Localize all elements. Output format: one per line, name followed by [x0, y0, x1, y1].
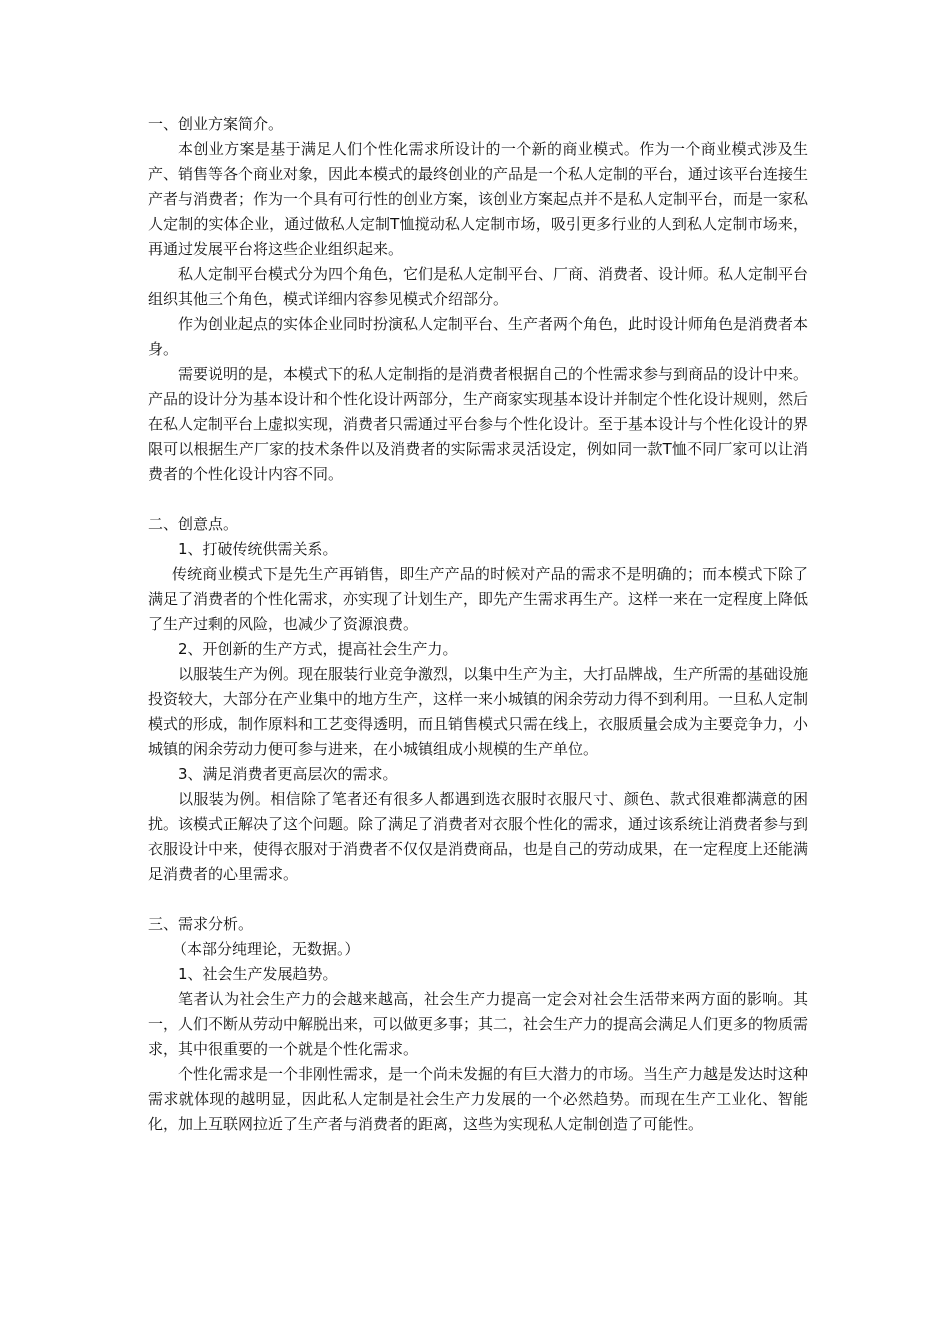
- point-title: 1、社会生产发展趋势。: [178, 965, 338, 983]
- paragraph: 笔者认为社会生产力的会越来越高，社会生产力提高一定会对社会生活带来两方面的影响。其一，人们不断从劳动中解脱出来，可以做更多事；其二，社会生产力的提高会满足人们更多的物质需求，其中很重要的一个就是个性化需求。: [148, 990, 809, 1058]
- paragraph: 本创业方案是基于满足人们个性化需求所设计的一个新的商业模式。作为一个商业模式涉及生产、销售等各个商业对象，因此本模式的最终创业的产品是一个私人定制的平台，通过该平台连接生产者与消费者；作为一个具有可行性的创业方案，该创业方案起点并不是私人定制平台，而是一家私人定制的实体企业，通过做私人定制T恤搅动私人定制市场，吸引更多行业的人到私人定制市场来，再通过发展平台将这些企业组织起来。: [148, 140, 809, 258]
- paragraph: 以服装为例。相信除了笔者还有很多人都遇到选衣服时衣服尺寸、颜色、款式很难都满意的困扰。该模式正解决了这个问题。除了满足了消费者对衣服个性化的需求，通过该系统让消费者参与到衣服设计中来，使得衣服对于消费者不仅仅是消费商品，也是自己的劳动成果，在一定程度上还能满足消费者的心里需求。: [148, 790, 809, 883]
- section-heading-2: 二、创意点。: [148, 515, 239, 533]
- section-note: （本部分纯理论，无数据。）: [172, 940, 360, 958]
- document-page: [148, 112, 808, 1137]
- point-title: 2、开创新的生产方式，提高社会生产力。: [178, 640, 458, 658]
- section-heading-3: 三、需求分析。: [148, 915, 254, 933]
- paragraph: 私人定制平台模式分为四个角色，它们是私人定制平台、厂商、消费者、设计师。私人定制平台组织其他三个角色，模式详细内容参见模式介绍部分。: [148, 265, 809, 308]
- section-heading-1: 一、创业方案简介。: [148, 115, 284, 133]
- paragraph: 作为创业起点的实体企业同时扮演私人定制平台、生产者两个角色，此时设计师角色是消费者本身。: [148, 315, 809, 358]
- spacer: [148, 487, 808, 512]
- point-title: 3、满足消费者更高层次的需求。: [178, 765, 398, 783]
- paragraph: 需要说明的是，本模式下的私人定制指的是消费者根据自己的个性需求参与到商品的设计中来。产品的设计分为基本设计和个性化设计两部分，生产商家实现基本设计并制定个性化设计规则，然后在私人定制平台上虚拟实现，消费者只需通过平台参与个性化设计。至于基本设计与个性化设计的界限可以根据生产厂家的技术条件以及消费者的实际需求灵活设定，例如同一款T恤不同厂家可以让消费者的个性化设计内容不同。: [148, 365, 809, 483]
- spacer: [148, 887, 808, 912]
- point-title: 1、打破传统供需关系。: [178, 540, 338, 558]
- paragraph: 传统商业模式下是先生产再销售，即生产产品的时候对产品的需求不是明确的；而本模式下除了满足了消费者的个性化需求，亦实现了计划生产，即先产生需求再生产。这样一来在一定程度上降低了生产过剩的风险，也减少了资源浪费。: [148, 565, 809, 633]
- paragraph: 以服装生产为例。现在服装行业竞争激烈，以集中生产为主，大打品牌战，生产所需的基础设施投资较大，大部分在产业集中的地方生产，这样一来小城镇的闲余劳动力得不到利用。一旦私人定制模式的形成，制作原料和工艺变得透明，而且销售模式只需在线上，衣服质量会成为主要竞争力，小城镇的闲余劳动力便可参与进来，在小城镇组成小规模的生产单位。: [148, 665, 809, 758]
- paragraph: 个性化需求是一个非刚性需求，是一个尚未发掘的有巨大潜力的市场。当生产力越是发达时这种需求就体现的越明显，因此私人定制是社会生产力发展的一个必然趋势。而现在生产工业化、智能化，加上互联网拉近了生产者与消费者的距离，这些为实现私人定制创造了可能性。: [148, 1065, 809, 1133]
